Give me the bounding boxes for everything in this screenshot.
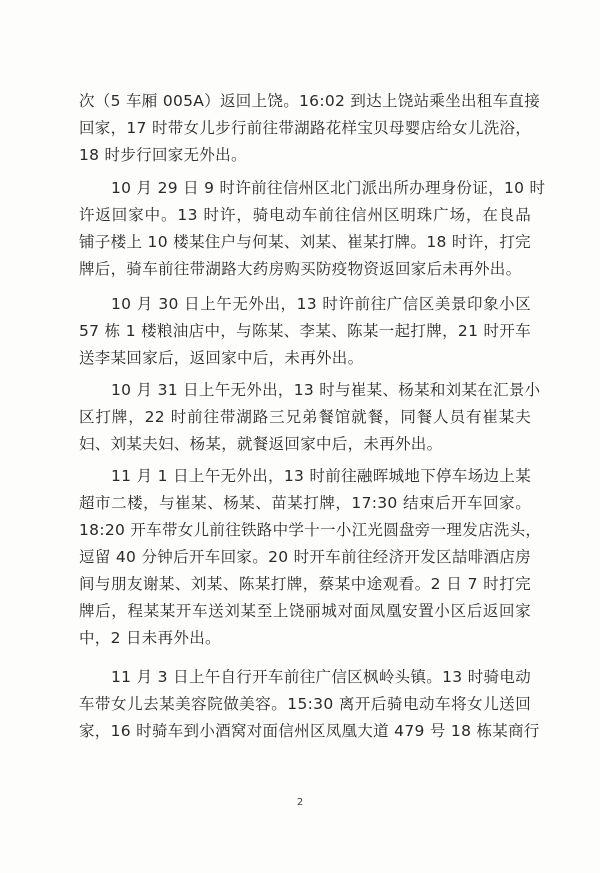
paragraph-nov-1 — [79, 463, 542, 652]
text-line: 次（5 车厢 005A）返回上饶。16:02 到达上饶站乘坐出租车直接 — [79, 92, 541, 110]
text-line: 牌后，骑车前往带湖路大药房购买防疫物资返回家后未再外出。 — [79, 260, 522, 278]
paragraph-nov-3 — [79, 664, 540, 745]
text-line: 牌后，程某某开车送刘某至上饶丽城对面凤凰安置小区后返回家 — [79, 602, 531, 620]
text-line: 间与朋友谢某、刘某、陈某打牌，蔡某中途观看。2 日 7 时打完 — [79, 575, 531, 593]
paragraph-return-trip — [79, 88, 541, 169]
text-line: 送李某回家后，返回家中后，未再外出。 — [79, 349, 364, 367]
text-line: 铺子楼上 10 楼某住户与何某、刘某、崔某打牌。18 时许，打完 — [79, 233, 531, 251]
text-line: 超市二楼，与崔某、杨某、苗某打牌，17:30 结束后开车回家。 — [79, 494, 531, 512]
text-line: 妇、刘某夫妇、杨某，就餐返回家中后，未再外出。 — [79, 435, 443, 453]
paragraph-oct-30 — [79, 291, 531, 372]
text-line: 许返回家中。13 时许，骑电动车前往信州区明珠广场，在良品 — [79, 206, 531, 224]
paragraph-oct-29 — [79, 175, 546, 283]
text-line: 10 月 30 日上午无外出，13 时许前往广信区美景印象小区 — [111, 295, 531, 313]
text-line: 18 时步行回家无外出。 — [79, 146, 247, 164]
text-line: 10 月 31 日上午无外出，13 时与崔某、杨某和刘某在汇景小 — [111, 381, 541, 399]
text-line: 中，2 日未再外出。 — [79, 629, 221, 647]
text-line: 10 月 29 日 9 时许前往信州区北门派出所办理身份证，10 时 — [111, 179, 546, 197]
text-line: 逗留 40 分钟后开车回家。20 时开车前往经济开发区喆啡酒店房 — [79, 548, 531, 566]
text-line: 家，16 时骑车到小酒窝对面信州区凤凰大道 479 号 18 栋某商行 — [79, 722, 540, 740]
text-line: 区打牌，22 时前往带湖路三兄弟餐馆就餐，同餐人员有崔某夫 — [79, 408, 531, 426]
paragraph-oct-31 — [79, 377, 541, 458]
text-line: 车带女儿去某美容院做美容。15:30 离开后骑电动车将女儿送回 — [79, 695, 531, 713]
text-line: 11 月 1 日上午无外出，13 时前往融晖城地下停车场边上某 — [111, 467, 531, 485]
text-line: 回家，17 时带女儿步行前往带湖路花样宝贝母婴店给女儿洗浴， — [79, 119, 532, 137]
text-line: 18:20 开车带女儿前往铁路中学十一小江光圆盘旁一理发店洗头， — [79, 521, 542, 539]
page-number: 2 — [296, 797, 304, 808]
text-line: 57 栋 1 楼粮油店中，与陈某、李某、陈某一起打牌，21 时开车 — [79, 322, 531, 340]
text-line: 11 月 3 日上午自行开车前往广信区枫岭头镇。13 时骑电动 — [111, 668, 531, 686]
